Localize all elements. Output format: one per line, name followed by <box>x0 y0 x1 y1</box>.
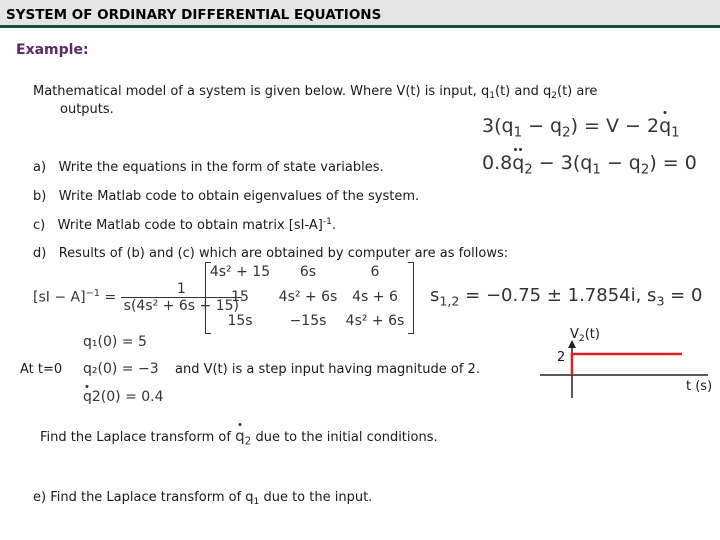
item-a: a) Write the equations in the form of state variables. <box>33 160 384 175</box>
at-t0-label: At t=0 <box>20 362 63 377</box>
laplace-ic-text: Find the Laplace transform of $q_2$ due to the initial conditions. <box>40 427 438 448</box>
inverse-expression: [sI − A]$^{-1}$ = $\frac{1}{\text{s(4s² + 6s + 15)}}$ <box>33 281 242 314</box>
matrix-cell: −15s <box>289 313 327 329</box>
matrix-cell: 6 <box>370 264 380 280</box>
ic-q2-dot: q2(0) = 0.4 <box>83 389 164 405</box>
model-equation-1: $3(q_1 - q_2) = V - 2q_1$ <box>482 115 680 141</box>
ic-q2: q₂(0) = −3 <box>83 361 159 377</box>
item-b: b) Write Matlab code to obtain eigenvalues of the system. <box>33 189 420 204</box>
graph-level-label: 2 <box>557 350 566 365</box>
model-equation-2: $0.8q_2 - 3(q_1 - q_2) = 0$ <box>482 152 697 178</box>
step-input-text: and V(t) is a step input having magnitude of 2. <box>175 362 480 377</box>
item-c: c) Write Matlab code to obtain matrix $[sI-A]^{-1}$. <box>33 217 337 233</box>
ic-q1: q₁(0) = 5 <box>83 334 147 350</box>
matrix-cell: 4s + 6 <box>352 289 398 305</box>
graph-y-label: $V_2(t)$ <box>570 327 600 345</box>
eigenvalues: $s_{1,2} = -0.75 \pm 1.7854i$, $s_3 = 0$ <box>430 285 703 309</box>
page-title: SYSTEM OF ORDINARY DIFFERENTIAL EQUATIONS <box>6 7 382 23</box>
example-heading: Example: <box>16 42 89 58</box>
intro-line-2: outputs. <box>60 102 114 117</box>
graph-x-label: t (s) <box>686 379 713 394</box>
step-signal <box>572 354 682 375</box>
matrix-cell: 6s <box>299 264 317 280</box>
matrix-cell: 4s² + 15 <box>209 264 271 280</box>
inverse-fraction: $\frac{1}{\text{s(4s² + 6s + 15)}}$ <box>121 281 242 314</box>
inverse-matrix <box>205 262 414 334</box>
item-d: d) Results of (b) and (c) which are obtained by computer are as follows: <box>33 246 509 261</box>
title-bar <box>0 0 720 28</box>
matrix-cell: 15s <box>227 313 253 329</box>
matrix-cell: 4s² + 6s <box>278 289 338 305</box>
intro-line-1: Mathematical model of a system is given below. Where V(t) is input, $q_1(t)$ and $q_2(t)$ are <box>33 84 598 102</box>
item-e: e) Find the Laplace transform of $q_1$ due to the input. <box>33 490 373 508</box>
matrix-cell: 15 <box>231 289 249 305</box>
matrix-cell: 4s² + 6s <box>345 313 405 329</box>
